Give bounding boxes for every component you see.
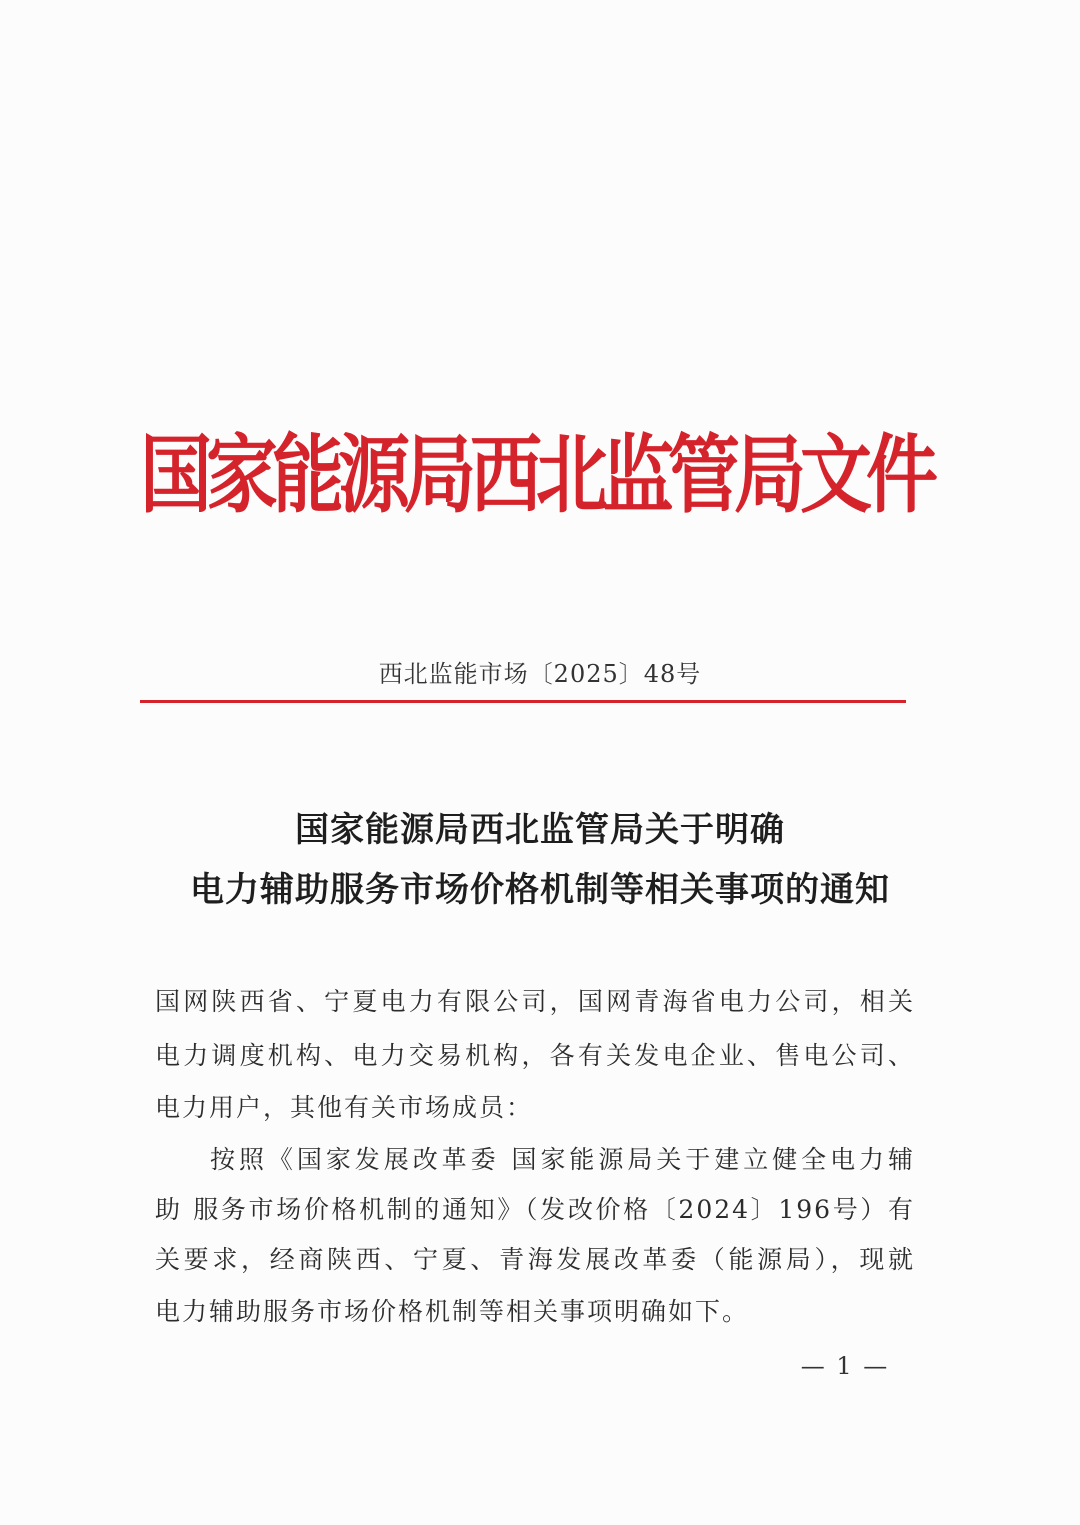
recipients-line-2: 电力调度机构、电力交易机构，各有关发电企业、售电公司、 [155,1041,915,1070]
red-separator-line [140,700,906,703]
body-line-3: 关要求，经商陕西、宁夏、青海发展改革委（能源局），现就 [155,1245,915,1274]
document-number: 西北监能市场〔2025〕48号 [378,660,702,688]
notice-title-line-2: 电力辅助服务市场价格机制等相关事项的通知 [190,870,890,910]
body-line-1: 按照《国家发展改革委 国家能源局关于建立健全电力辅 [210,1145,915,1174]
masthead-title: 国家能源局西北监管局文件 [140,425,933,525]
body-line-4: 电力辅助服务市场价格机制等相关事项明确如下。 [155,1297,750,1326]
recipients-line-1: 国网陕西省、宁夏电力有限公司，国网青海省电力公司，相关 [155,987,915,1016]
page-number: — 1 — [800,1352,890,1380]
body-line-2: 助 服务市场价格机制的通知》（发改价格〔2024〕196号）有 [155,1195,915,1224]
notice-title-line-1: 国家能源局西北监管局关于明确 [295,810,785,850]
recipients-line-3: 电力用户，其他有关市场成员： [155,1093,534,1122]
